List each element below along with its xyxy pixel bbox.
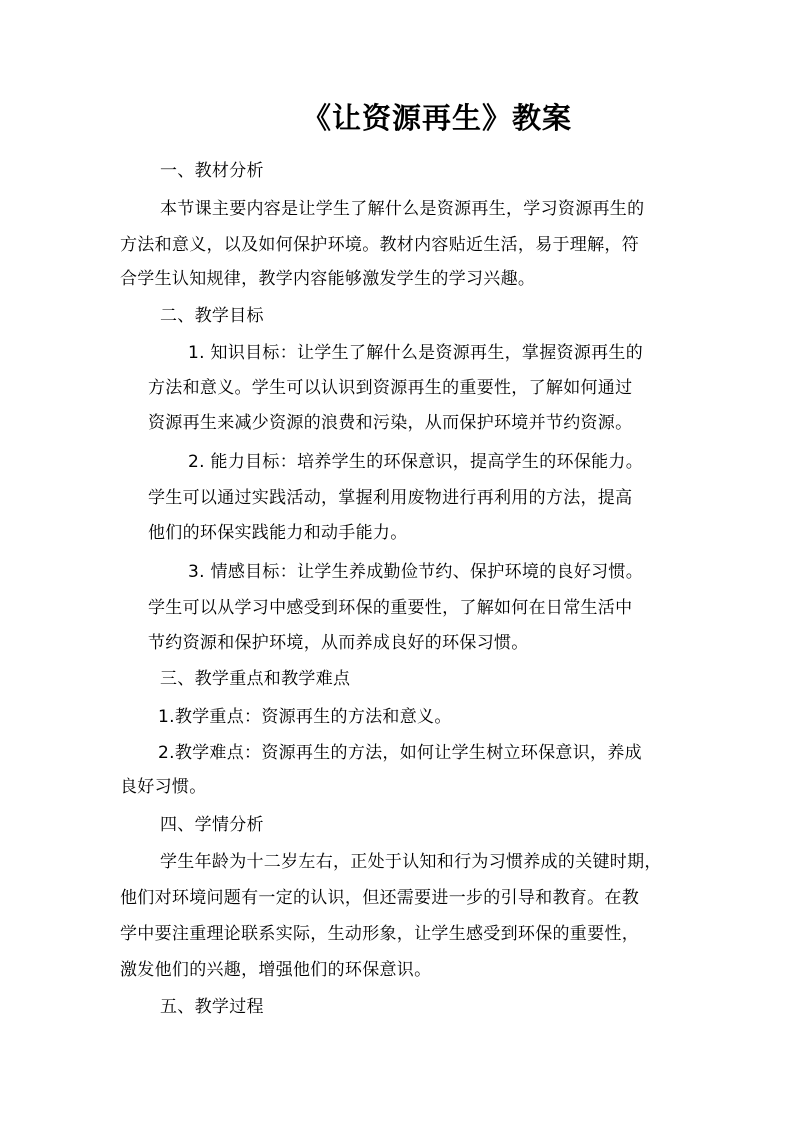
page-title: 《让资源再生》教案 — [301, 101, 572, 135]
section-heading-teaching-objectives: 二、教学目标 — [160, 306, 264, 326]
section-heading-textbook-analysis: 一、教材分析 — [160, 161, 264, 181]
section-heading-teaching-process: 五、教学过程 — [160, 997, 264, 1017]
paragraph-line: 学中要注重理论联系实际，生动形象，让学生感受到环保的重要性， — [120, 924, 639, 944]
key-point-line: 2.教学难点：资源再生的方法，如何让学生树立环保意识，养成 — [158, 743, 642, 763]
objective-line: 资源再生来减少资源的浪费和污染，从而保护环境并节约资源。 — [148, 413, 633, 433]
paragraph-line: 激发他们的兴趣，增强他们的环保意识。 — [120, 960, 432, 980]
key-point-line: 1.教学重点：资源再生的方法和意义。 — [158, 707, 452, 727]
paragraph-line: 他们对环境问题有一定的认识，但还需要进一步的引导和教育。在教 — [120, 888, 639, 908]
objective-line: 方法和意义。学生可以认识到资源再生的重要性，了解如何通过 — [148, 378, 633, 398]
paragraph-line: 方法和意义，以及如何保护环境。教材内容贴近生活，易于理解，符 — [120, 235, 639, 255]
objective-line: 学生可以从学习中感受到环保的重要性，了解如何在日常生活中 — [148, 598, 633, 618]
objective-line: 他们的环保实践能力和动手能力。 — [148, 523, 408, 543]
section-heading-key-points: 三、教学重点和教学难点 — [160, 669, 351, 689]
objective-line: 节约资源和保护环境，从而养成良好的环保习惯。 — [148, 633, 529, 653]
section-heading-student-analysis: 四、学情分析 — [160, 815, 264, 835]
objective-line: 3. 情感目标：让学生养成勤俭节约、保护环境的良好习惯。 — [188, 562, 644, 582]
paragraph-line: 学生年龄为十二岁左右，正处于认知和行为习惯养成的关键时期， — [160, 852, 662, 872]
objective-line: 2. 能力目标：培养学生的环保意识，提高学生的环保能力。 — [188, 452, 644, 472]
objective-line: 1. 知识目标：让学生了解什么是资源再生，掌握资源再生的 — [188, 343, 644, 363]
objective-line: 学生可以通过实践活动，掌握利用废物进行再利用的方法，提高 — [148, 488, 633, 508]
paragraph-line: 本节课主要内容是让学生了解什么是资源再生，学习资源再生的 — [160, 199, 645, 219]
paragraph-line: 合学生认知规律，教学内容能够激发学生的学习兴趣。 — [120, 269, 536, 289]
key-point-line: 良好习惯。 — [120, 777, 207, 797]
